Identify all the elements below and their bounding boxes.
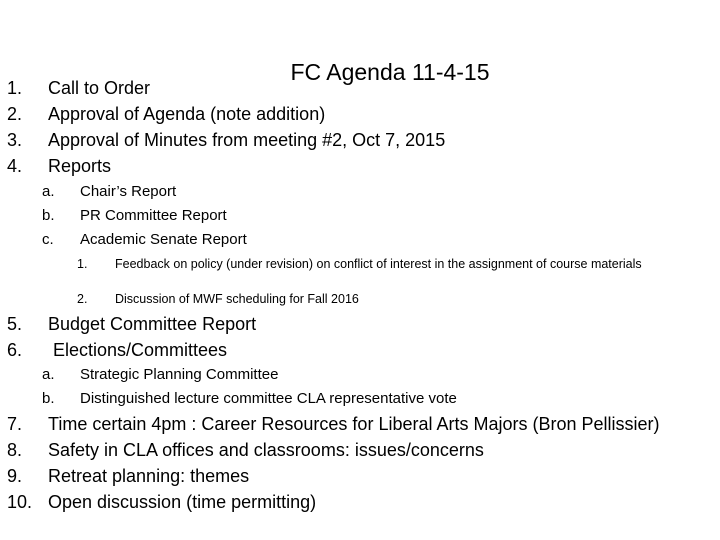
item-text: Chair’s Report: [80, 183, 177, 200]
item-text: Time certain 4pm : Career Resources for Liberal Arts Majors (Bron Pellissier): [48, 414, 660, 434]
item-number: 4.: [7, 156, 23, 176]
item-number: 1.: [77, 257, 88, 271]
item-text: Approval of Agenda (note addition): [48, 104, 326, 124]
item-number: a.: [42, 183, 55, 200]
item-text: Distinguished lecture committee CLA representative vote: [80, 390, 457, 407]
page-title: FC Agenda 11-4-15: [290, 59, 490, 85]
item-number: 2.: [7, 104, 23, 124]
item-number: 2.: [77, 292, 88, 306]
item-number: c.: [42, 231, 54, 248]
item-text: Discussion of MWF scheduling for Fall 2016: [115, 292, 359, 306]
item-number: 8.: [7, 440, 23, 460]
item-text: Reports: [48, 156, 112, 176]
item-text: Feedback on policy (under revision) on conflict of interest in the assignment of course materials: [115, 257, 642, 271]
item-number: 10.: [7, 492, 33, 512]
item-number: b.: [42, 207, 55, 224]
item-number: 6.: [7, 340, 23, 360]
item-number: b.: [42, 390, 55, 407]
item-text: Budget Committee Report: [48, 314, 257, 334]
item-text: Approval of Minutes from meeting #2, Oct 7, 2015: [48, 130, 446, 150]
item-number: 3.: [7, 130, 23, 150]
item-text: Open discussion (time permitting): [48, 492, 317, 512]
item-number: 7.: [7, 414, 23, 434]
item-text: PR Committee Report: [80, 207, 227, 224]
item-text: Retreat planning: themes: [48, 466, 250, 486]
item-text: Elections/Committees: [48, 340, 228, 360]
item-text: Strategic Planning Committee: [80, 366, 279, 383]
item-number: 9.: [7, 466, 23, 486]
item-number: a.: [42, 366, 55, 383]
item-text: Call to Order: [48, 78, 151, 98]
item-text: Safety in CLA offices and classrooms: issues/concerns: [48, 440, 484, 460]
item-number: 5.: [7, 314, 23, 334]
item-number: 1.: [7, 78, 23, 98]
item-text: Academic Senate Report: [80, 231, 247, 248]
